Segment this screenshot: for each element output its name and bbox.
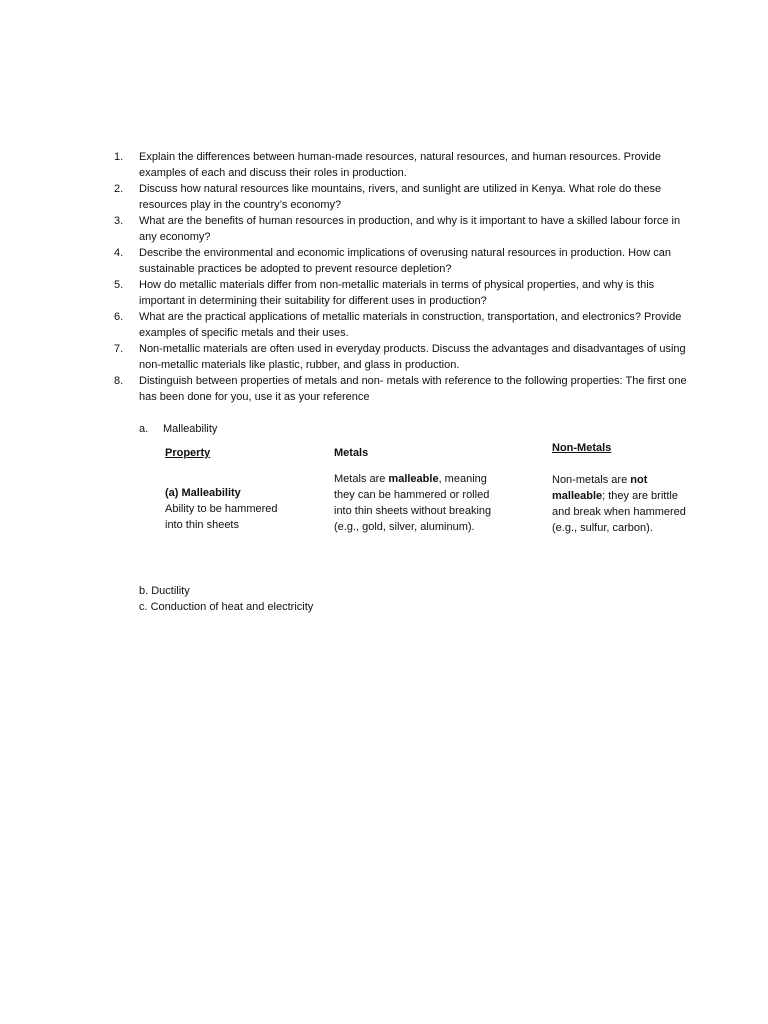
metals-text-start: Metals are (334, 473, 389, 485)
question-number: 3. (114, 215, 124, 227)
question-item (114, 373, 694, 405)
property-title: (a) Malleability (165, 487, 241, 499)
metals-header: Metals (334, 447, 369, 459)
question-item (114, 309, 694, 341)
sub-item-c: c. Conduction of heat and electricity (139, 601, 314, 613)
nonmetals-column (552, 440, 687, 536)
question-number: 2. (114, 183, 124, 195)
sub-item-label: Malleability (163, 423, 218, 435)
question-number: 7. (114, 343, 124, 355)
question-text: Explain the differences between human-made resources, natural resources, and human resources. Provide examples of each and discuss their roles in production. (139, 151, 661, 179)
question-text: How do metallic materials differ from non-metallic materials in terms of physical properties, and why is this important in determining their suitability for different uses in production? (139, 279, 655, 307)
sub-item-b: b. Ductility (139, 585, 190, 597)
question-item (114, 149, 694, 181)
property-column (165, 445, 295, 533)
nonmetals-header: Non-Metals (552, 442, 612, 454)
property-description: Ability to be hammered into thin sheets (165, 503, 278, 531)
question-list (114, 149, 694, 405)
metals-column (334, 445, 494, 535)
question-text: What are the practical applications of metallic materials in construction, transportation, and electronics? Provide examples of specific metals and their uses. (139, 311, 682, 339)
nonmetals-text-end: ; they are brittle and break when hammered (e.g., sulfur, carbon). (552, 490, 686, 534)
question-number: 4. (114, 247, 124, 259)
question-text: Non-metallic materials are often used in everyday products. Discuss the advantages and disadvantages of using non-metallic materials like plastic, rubber, and glass in production. (139, 343, 686, 371)
question-item (114, 213, 694, 245)
question-number: 1. (114, 151, 124, 163)
question-number: 5. (114, 279, 124, 291)
remaining-properties (139, 583, 313, 615)
question-number: 6. (114, 311, 124, 323)
nonmetals-description (552, 472, 687, 536)
question-text: Describe the environmental and economic implications of overusing natural resources in production. How can sustainable practices be adopted to prevent resource depletion? (139, 247, 671, 275)
question-item (114, 341, 694, 373)
nonmetals-emphasis: not malleable (552, 474, 648, 502)
question-item (114, 245, 694, 277)
question-text: What are the benefits of human resources in production, and why is it important to have a skilled labour force in any economy? (139, 215, 681, 243)
metals-description (334, 471, 494, 535)
sub-item-letter: a. (139, 423, 149, 435)
nonmetals-text-start: Non-metals are (552, 474, 631, 486)
metals-emphasis: malleable (388, 473, 439, 485)
question-text: Distinguish between properties of metals and non- metals with reference to the following properties: The first one has been done for you, use it as your reference (139, 375, 687, 403)
question-text: Discuss how natural resources like mountains, rivers, and sunlight are utilized in Kenya. What role do these resources play in the country’s economy? (139, 183, 662, 211)
question-item (114, 181, 694, 213)
property-header: Property (165, 447, 211, 459)
question-item (114, 277, 694, 309)
question-number: 8. (114, 375, 124, 387)
sub-item-a (139, 421, 217, 437)
metals-text-end: , meaning they can be hammered or rolled into thin sheets without breaking (e.g., gold, silver, aluminum). (334, 473, 492, 533)
